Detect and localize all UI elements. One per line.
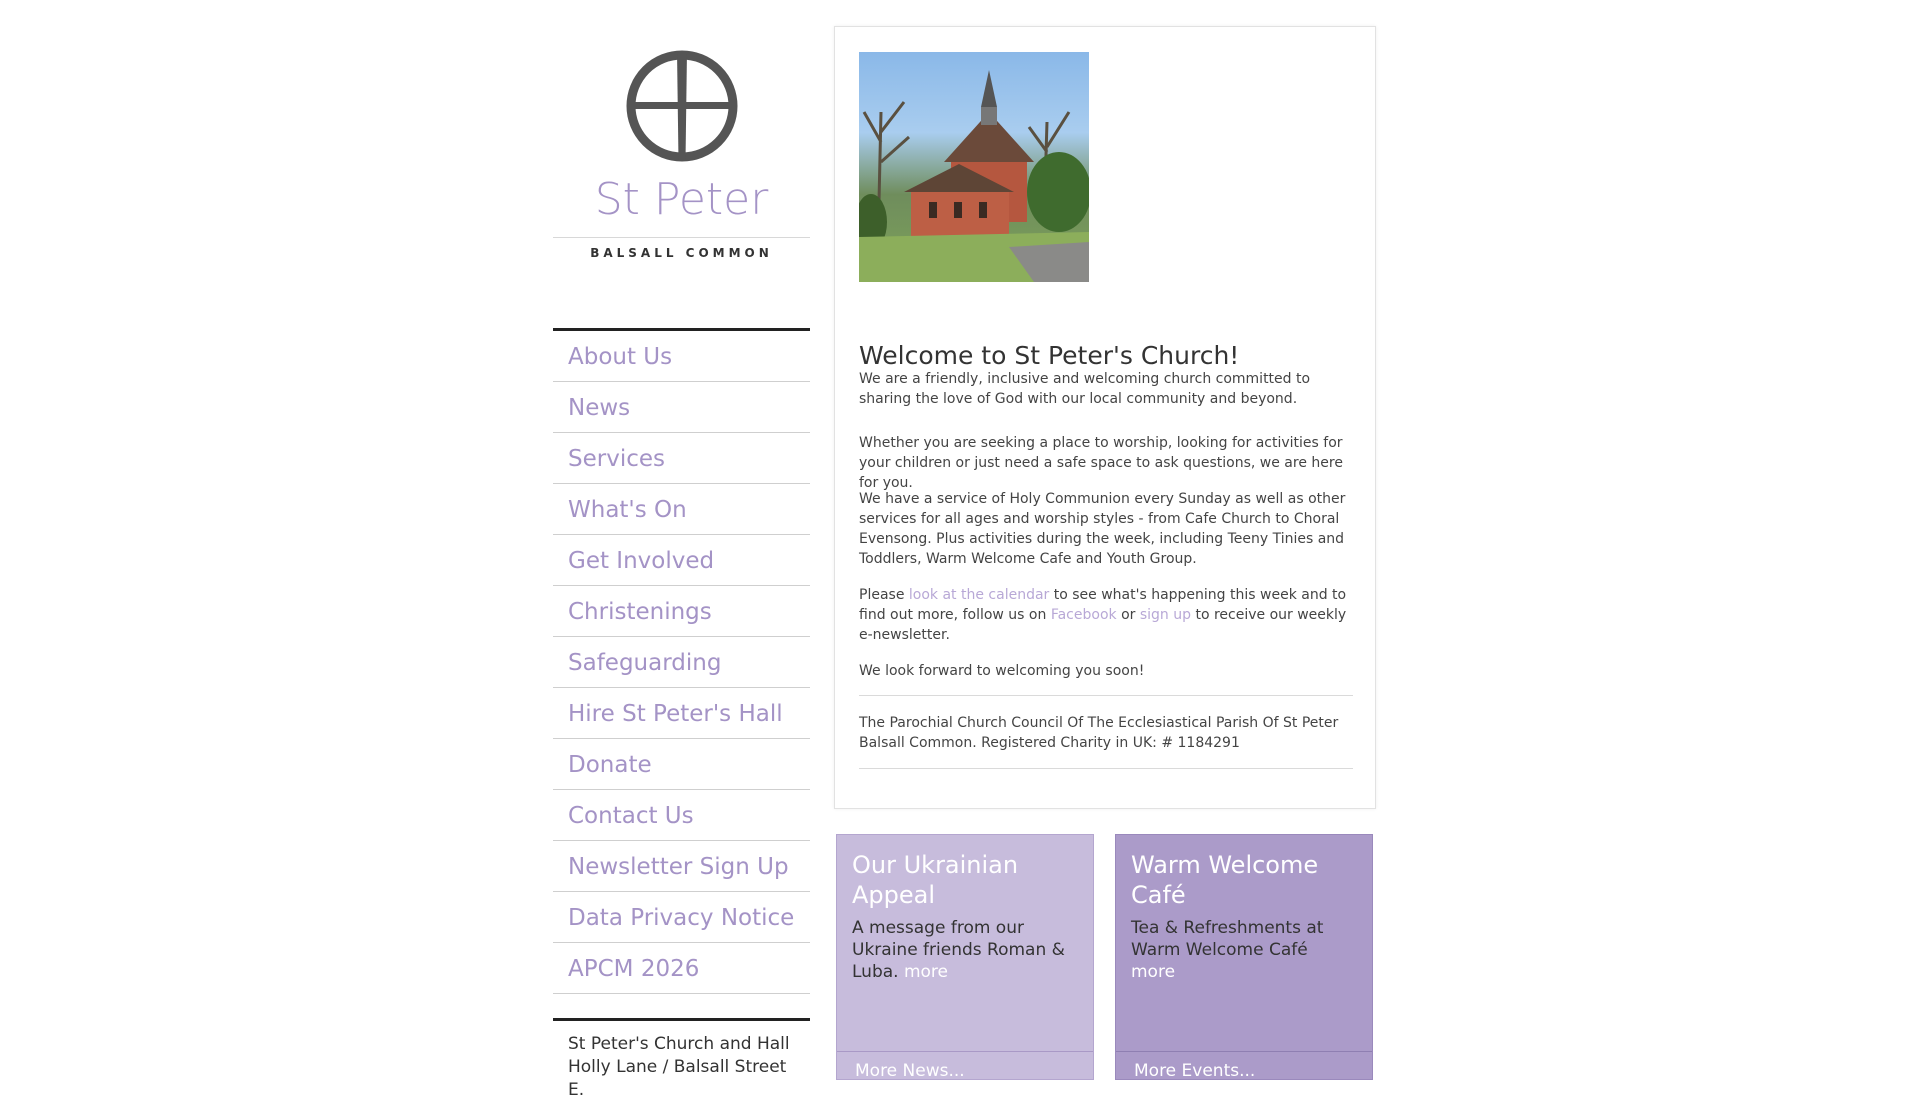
calendar-paragraph [859, 585, 1353, 645]
calendar-text-4: to receive our weekly e-newsletter. [859, 607, 1347, 643]
nav-item-newsletter-sign-up[interactable]: Newsletter Sign Up [553, 841, 810, 892]
ukrainian-appeal-title[interactable]: Our Ukrainian Appeal [852, 851, 1019, 909]
more-news-link[interactable]: More News... [837, 1051, 1093, 1080]
closing-paragraph: We look forward to welcoming you soon! [859, 663, 1145, 679]
calendar-text-1: Please [859, 587, 909, 603]
ukrainian-appeal-more-link[interactable]: more [903, 962, 949, 982]
nav-item-about-us[interactable]: About Us [553, 331, 810, 382]
charity-notice: The Parochial Church Council Of The Ecclesiastical Parish Of St Peter Balsall Common. Registered Charity in UK: # 1184291 [859, 715, 1339, 751]
address-line-2: Holly Lane / Balsall Street E. [568, 1057, 787, 1100]
ukrainian-appeal-summary: A message from our Ukraine friends Roman & Luba. [852, 918, 1065, 982]
services-paragraph: We have a service of Holy Communion every Sunday as well as other services for all ages and worship styles - from Cafe Church to Choral Evensong. Plus activities during the week, including Teeny Tinies and Toddlers, Warm Welcome Cafe and Youth Group. [859, 491, 1346, 567]
nav-item-whats-on[interactable]: What's On [553, 484, 810, 535]
main-nav [553, 328, 810, 994]
nav-item-news[interactable]: News [553, 382, 810, 433]
newsletter-signup-link[interactable]: sign up [1139, 607, 1192, 623]
content-divider-top [859, 695, 1353, 696]
more-events-link[interactable]: More Events... [1116, 1051, 1372, 1080]
nav-item-hire-hall[interactable]: Hire St Peter's Hall [553, 688, 810, 739]
ukrainian-appeal-text [852, 917, 1067, 983]
main-content [834, 26, 1376, 809]
ukrainian-appeal-box[interactable] [836, 834, 1094, 1080]
nav-item-donate[interactable]: Donate [553, 739, 810, 790]
calendar-text-3: or [1116, 607, 1140, 623]
warm-welcome-cafe-more-link[interactable]: more [1131, 962, 1176, 982]
welcome-heading: Welcome to St Peter's Church! [859, 341, 1240, 370]
calendar-link[interactable]: look at the calendar [908, 587, 1050, 603]
warm-welcome-cafe-title[interactable]: Warm Welcome Café [1131, 851, 1319, 909]
nav-item-services[interactable]: Services [553, 433, 810, 484]
seeking-paragraph: Whether you are seeking a place to worship, looking for activities for your children or just need a safe space to ask questions, we are here for you. [859, 435, 1343, 491]
warm-welcome-cafe-text [1131, 917, 1346, 983]
church-photo [859, 52, 1089, 282]
nav-item-christenings[interactable]: Christenings [553, 586, 810, 637]
intro-paragraph: We are a friendly, inclusive and welcoming church committed to sharing the love of God with our local community and beyond. [859, 371, 1311, 407]
nav-item-apcm-2026[interactable]: APCM 2026 [553, 943, 810, 994]
church-cross-logo-icon[interactable] [625, 49, 739, 163]
warm-welcome-cafe-box[interactable] [1115, 834, 1373, 1080]
nav-item-get-involved[interactable]: Get Involved [553, 535, 810, 586]
church-photo-image-icon [859, 52, 1089, 282]
content-divider-bottom [859, 768, 1353, 769]
facebook-link[interactable]: Facebook [1050, 607, 1117, 623]
title-divider [553, 237, 810, 238]
site-subtitle: BALSALL COMMON [590, 246, 773, 260]
warm-welcome-cafe-summary: Tea & Refreshments at Warm Welcome Café [1131, 918, 1324, 960]
nav-item-contact-us[interactable]: Contact Us [553, 790, 810, 841]
site-title[interactable]: St Peter [594, 174, 769, 225]
nav-item-safeguarding[interactable]: Safeguarding [553, 637, 810, 688]
calendar-text-2: to see what's happening this week and to find out more, follow us on [859, 587, 1347, 623]
church-address [553, 1018, 810, 1102]
nav-item-data-privacy-notice[interactable]: Data Privacy Notice [553, 892, 810, 943]
address-line-1: St Peter's Church and Hall [568, 1034, 790, 1054]
